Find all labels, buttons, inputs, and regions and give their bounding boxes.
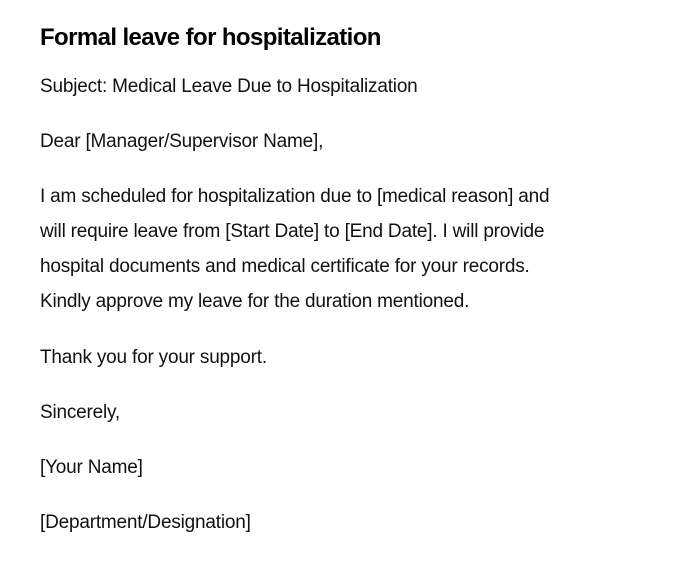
signature-department: [Department/Designation]: [40, 512, 251, 533]
thanks-line: Thank you for your support.: [40, 347, 267, 368]
body-paragraph: [40, 179, 549, 319]
body-line: Kindly approve my leave for the duration mentioned.: [40, 291, 470, 312]
closing-line: Sincerely,: [40, 402, 121, 423]
body-line: I am scheduled for hospitalization due to [medical reason] and: [40, 186, 550, 207]
greeting: Dear [Manager/Supervisor Name],: [40, 131, 324, 152]
body-line: will require leave from [Start Date] to [End Date]. I will provide: [40, 221, 545, 242]
document-title: Formal leave for hospitalization: [40, 24, 381, 51]
subject-line: Subject: Medical Leave Due to Hospitalization: [40, 76, 418, 97]
signature-name: [Your Name]: [40, 457, 143, 478]
body-line: hospital documents and medical certificate for your records.: [40, 256, 530, 277]
